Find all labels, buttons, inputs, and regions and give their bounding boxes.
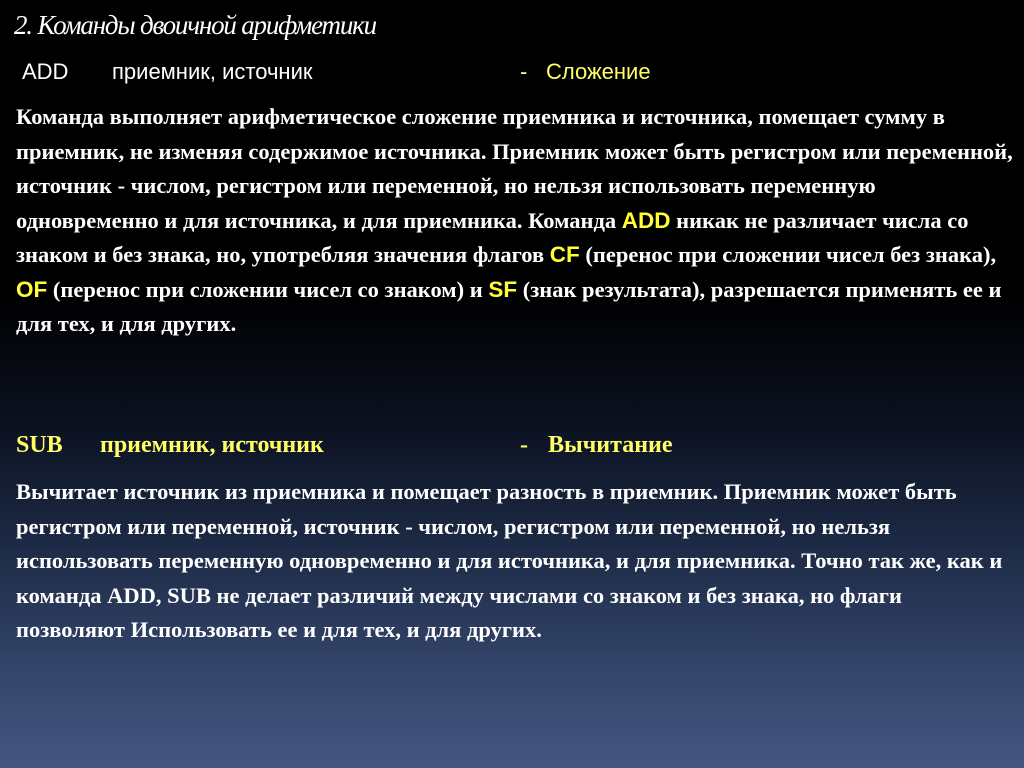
sub-dash: - bbox=[520, 432, 528, 458]
slide-title: 2. Команды двоичной арифметики bbox=[14, 10, 376, 40]
add-operands: приемник, источник bbox=[112, 59, 313, 84]
add-dash: - bbox=[520, 59, 528, 84]
add-highlight-of: OF bbox=[16, 276, 48, 302]
add-mnemonic: ADD bbox=[22, 59, 69, 84]
sub-mnemonic: SUB bbox=[16, 432, 63, 458]
sub-paragraph: Вычитает источник из приемника и помещает разность в приемник. Приемник может быть регистром или переменной, источник - числом, регистром или переменной, но нельзя использовать переменную одновременно и для источника, и для приемника. Точно так же, как и команда ADD, SUB не делает различий между числами со знаком и без знака, но флаги позволяют Использовать ее и для тех, и для других. bbox=[16, 479, 1003, 642]
add-text-1: Команда выполняет арифметическое сложение приемника и источника, помещает сумму в приемник, не изменяя содержимое источника. Приемник может быть регистром или переменной, источник - числом, регистром или переменной, но нельзя использовать переменную одновременно и для источника, и для приемника. Команда bbox=[16, 104, 1013, 233]
add-text-2: никак не различает числа со знаком и без знака, но, употребляя значения флагов bbox=[16, 207, 969, 267]
add-highlight-cf: CF bbox=[549, 242, 580, 267]
add-paragraph bbox=[16, 100, 1016, 342]
sub-description: Вычитание bbox=[548, 432, 673, 458]
add-text-4: (перенос при сложении чисел со знаком) и bbox=[47, 276, 489, 302]
add-description: Сложение bbox=[546, 59, 651, 84]
add-highlight-add: ADD bbox=[621, 207, 671, 233]
add-text-5: (знак результата), разрешается применять ее и для тех, и для других. bbox=[16, 276, 1002, 336]
add-text-3: (перенос при сложении чисел без знака), bbox=[579, 242, 997, 267]
sub-operands: приемник, источник bbox=[100, 432, 324, 458]
add-highlight-sf: SF bbox=[488, 276, 518, 302]
